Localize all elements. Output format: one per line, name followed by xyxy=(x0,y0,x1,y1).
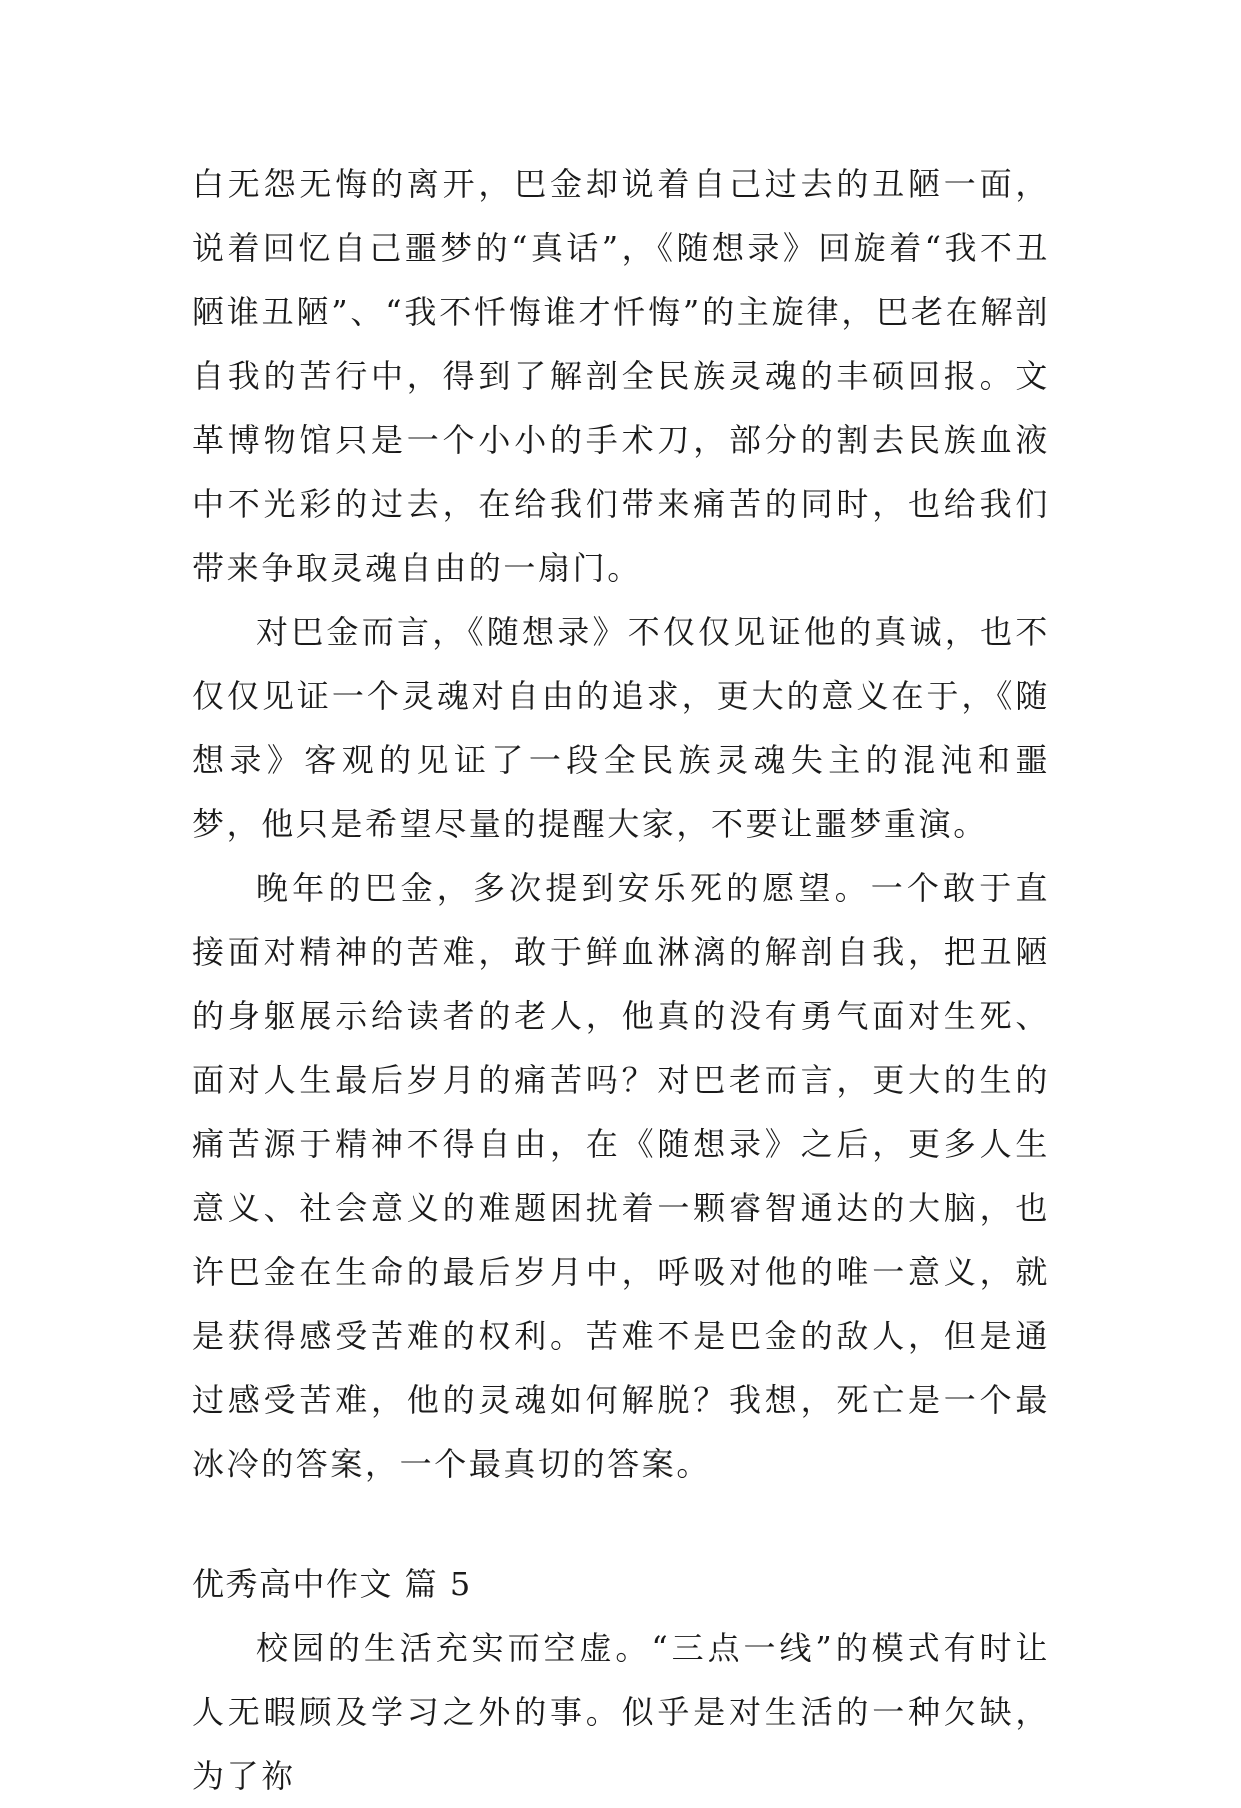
paragraph: 对巴金而言，《随想录》不仅仅见证他的真诚，也不仅仅见证一个灵魂对自由的追求，更大的意义在于，《随想录》客观的见证了一段全民族灵魂失主的混沌和噩梦，他只是希望尽量的提醒大家，不要让噩梦重演。 xyxy=(192,613,1050,843)
paragraph: 晚年的巴金，多次提到安乐死的愿望。一个敢于直接面对精神的苦难，敢于鲜血淋漓的解剖自我，把丑陋的身躯展示给读者的老人，他真的没有勇气面对生死、面对人生最后岁月的痛苦吗？对巴老而言，更大的生的痛苦源于精神不得自由，在《随想录》之后，更多人生意义、社会意义的难题困扰着一颗睿智通达的大脑，也许巴金在生命的最后岁月中，呼吸对他的唯一意义，就是获得感受苦难的权利。苦难不是巴金的敌人，但是通过感受苦难，他的灵魂如何解脱？我想，死亡是一个最冰冷的答案，一个最真切的答案。 xyxy=(192,869,1050,1483)
section-heading: 优秀高中作文 篇 5 xyxy=(192,1565,472,1603)
document-page xyxy=(192,152,1050,1808)
paragraph-continued: 白无怨无悔的离开，巴金却说着自己过去的丑陋一面，说着回忆自己噩梦的“真话”，《随想录》回旋着“我不丑陋谁丑陋”、“我不忏悔谁才忏悔”的主旋律，巴老在解剖自我的苦行中，得到了解剖全民族灵魂的丰硕回报。文革博物馆只是一个小小的手术刀，部分的割去民族血液中不光彩的过去，在给我们带来痛苦的同时，也给我们带来争取灵魂自由的一扇门。 xyxy=(192,165,1050,587)
paragraph: 校园的生活充实而空虚。“三点一线”的模式有时让人无暇顾及学习之外的事。似乎是对生活的一种欠缺，为了祢 xyxy=(192,1629,1050,1795)
